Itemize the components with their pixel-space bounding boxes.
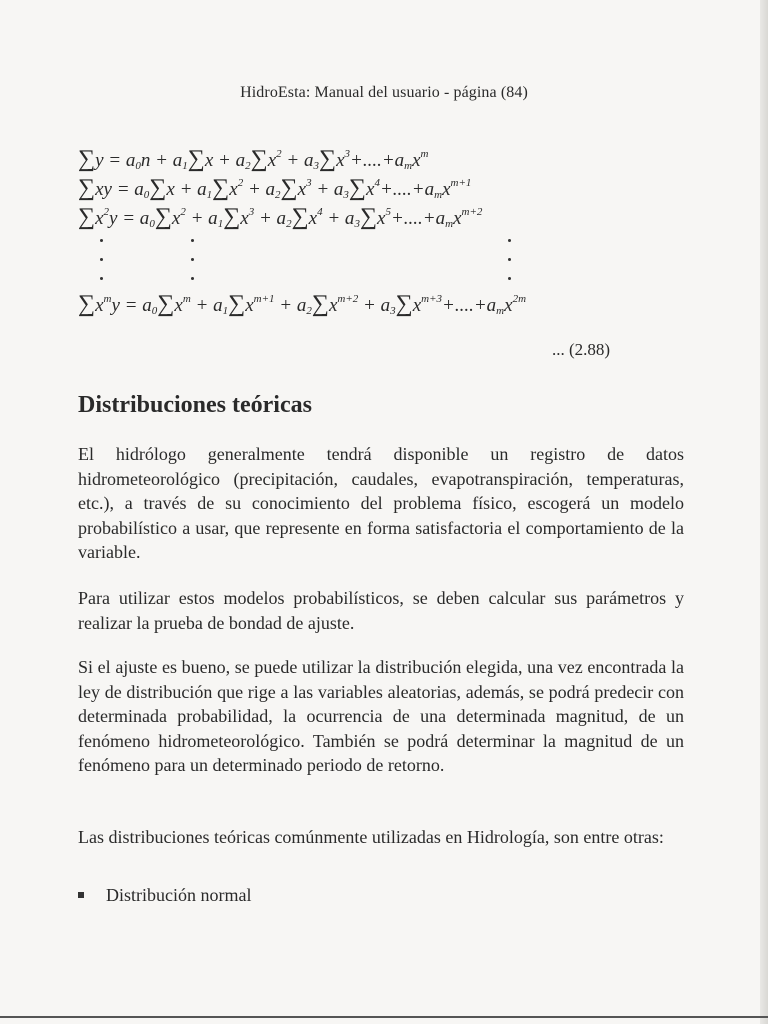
paragraph-1: El hidrólogo generalmente tendrá disponible un registro de datos hidrometeorológico (precipitación, caudales, evapotranspiración, temperaturas, etc.), a través de su conocimiento del problema físico, escogerá un modelo probabilístico a usar, que represente en forma satisfactoria el comportamiento de la variable. — [78, 444, 684, 562]
page-header: HidroEsta: Manual del usuario - página (84) — [240, 84, 528, 101]
equation-system-2-88 — [78, 140, 698, 317]
page-edge-shadow — [760, 0, 768, 1024]
equation-number: ... (2.88) — [552, 340, 611, 359]
equation-row-2: $\sum xy = a_0\sum x + a_1\sum x^2 + a_2\sum x^3 + a_3\sum x^4+....+a_mx^{m+1}$ — [78, 175, 472, 201]
equation-row-3: $\sum x^2y = a_0\sum x^2 + a_1\sum x^3 + a_2\sum x^4 + a_3\sum x^5+....+a_mx^{m+2}$ — [78, 204, 483, 230]
equation-row-m: $\sum x^my = a_0\sum x^m + a_1\sum x^{m+1} + a_2\sum x^{m+2} + a_3\sum x^{m+3}+....+a_mx^{2m}$ — [78, 291, 527, 317]
bullet-square-icon — [78, 892, 84, 898]
equation-row-1: $\sum y = a_0n + a_1\sum x + a_2\sum x^2 + a_3\sum x^3+....+a_mx^m$ — [78, 146, 429, 172]
paragraph-4: Las distribuciones teóricas comúnmente utilizadas en Hidrología, son entre otras: — [78, 827, 664, 847]
section-title: Distribuciones teóricas — [78, 392, 312, 418]
bullet-item — [78, 883, 251, 907]
paragraph-2: Para utilizar estos modelos probabilísticos, se deben calcular sus parámetros y realizar la prueba de bondad de ajuste. — [78, 588, 684, 633]
bottom-rule — [0, 1016, 768, 1018]
bullet-label: Distribución normal — [106, 885, 252, 905]
paragraph-3: Si el ajuste es bueno, se puede utilizar la distribución elegida, una vez encontrada la ley de distribución que rige a las variables aleatorias, además, se podrá predecir con determinada probabilidad, la ocurrencia de una determinada magnitud, de un fenómeno hidrometeorológico. También se podrá determinar la magnitud de un fenómeno para un determinado periodo de retorno. — [78, 657, 684, 775]
ellipsis-dots — [78, 227, 698, 281]
